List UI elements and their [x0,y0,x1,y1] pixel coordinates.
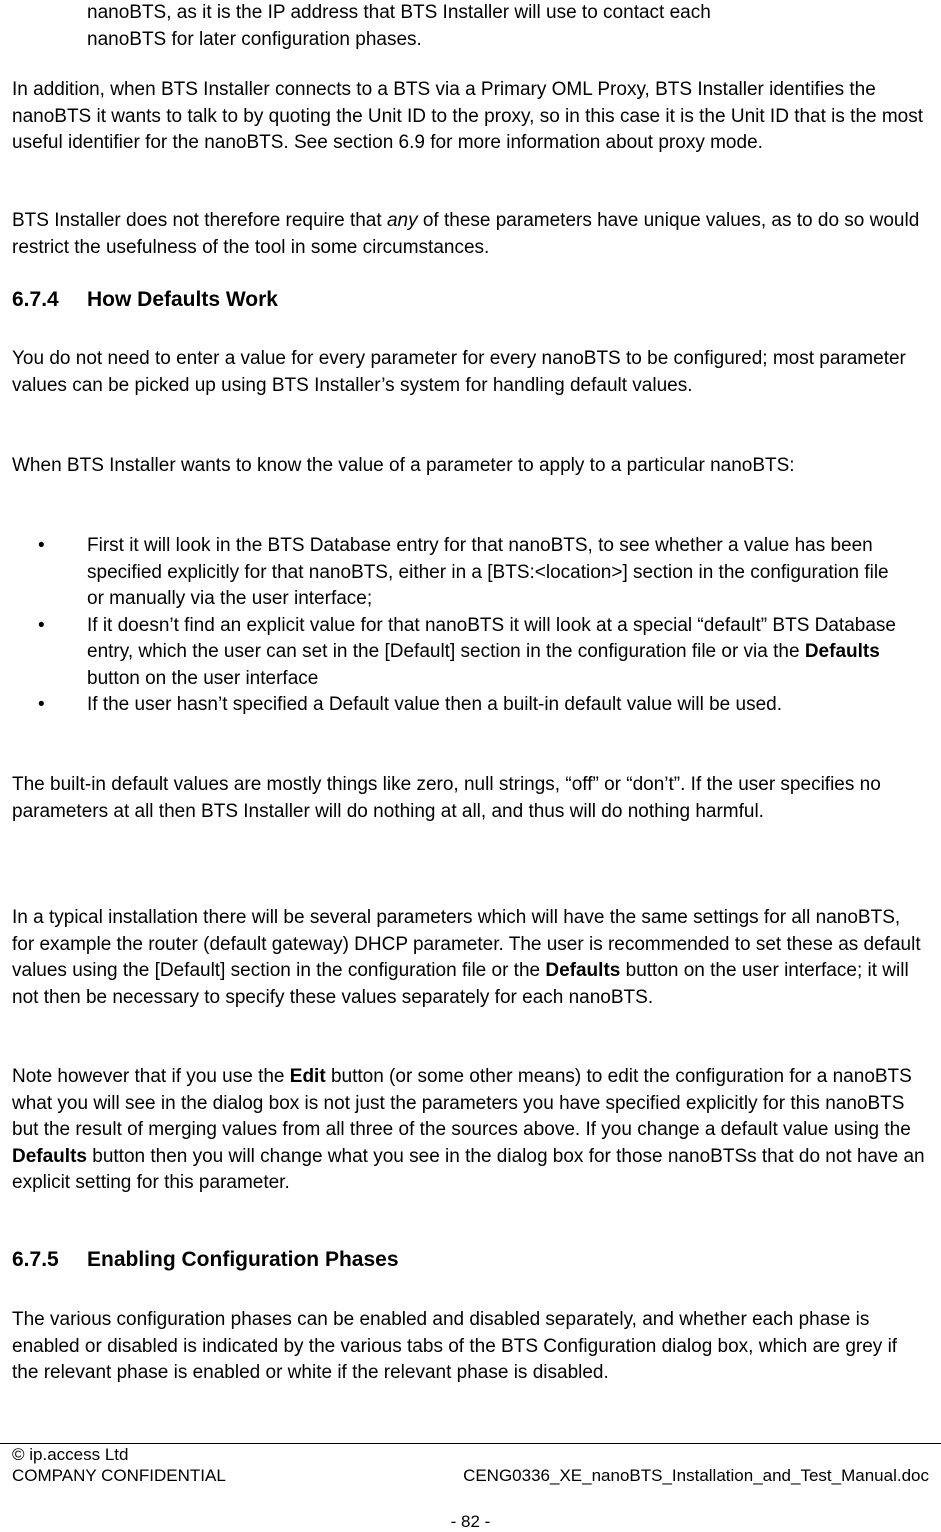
section-number: 6.7.5 [12,1248,59,1271]
footer-document-name: CENG0336_XE_nanoBTS_Installation_and_Test_Manual.doc [463,1466,929,1485]
section-title: How Defaults Work [87,288,278,311]
list-item: • If the user hasn’t specified a Default value then a built-in default value will be used. [12,692,902,719]
list-item: • First it will look in the BTS Database entry for that nanoBTS, to see whether a value has been specified explicitly for that nanoBTS, either in a [BTS:<location>] section in the configuration file or manually via the user interface; [38,535,889,609]
bullet-icon: • [38,535,45,556]
paragraph-edit-note: Note however that if you use the Edit button (or some other means) to edit the configuration for a nanoBTS what you will see in the dialog box is not just the parameters you have specified explicitly for this nanoBTS but the result of merging values from all three of the sources above. If you change a default value using the Defaults button then you will change what you see in the dialog box for those nanoBTSs that do not have an explicit setting for this parameter. [12,1066,925,1193]
paragraph-typical-installation: In a typical installation there will be several parameters which will have the same settings for all nanoBTS, for example the router (default gateway) DHCP parameter. The user is recommended to set these as default values using the [Default] section in the configuration file or the Defaults button on the user interface; it will not then be necessary to specify these values separately for each nanoBTS. [12,907,921,1008]
continued-line-1: nanoBTS, as it is the IP address that BTS Installer will use to contact each [87,2,711,23]
footer-confidential: COMPANY CONFIDENTIAL [12,1466,226,1485]
bullet-icon: • [38,614,45,636]
section-heading-how-defaults-work [12,288,278,312]
lookup-order-list [12,533,902,719]
bold-defaults: Defaults [12,1145,87,1167]
paragraph-parameter-lookup: When BTS Installer wants to know the value of a parameter to apply to a particular nanoBTS: [12,455,795,476]
footer-copyright: © ip.access Ltd [12,1445,129,1464]
continued-line-2: nanoBTS for later configuration phases. [87,28,422,50]
paragraph-configuration-phases: The various configuration phases can be enabled and disabled separately, and whether each phase is enabled or disabled is indicated by the various tabs of the BTS Configuration dialog box, which are grey if the relevant phase is enabled or white if the relevant phase is disabled. [12,1309,898,1383]
section-title: Enabling Configuration Phases [87,1248,399,1271]
paragraph-unique-parameters: BTS Installer does not therefore require that any of these parameters have unique values, as to do so would restrict the usefulness of the tool in some circumstances. [12,210,920,258]
section-heading-enabling-phases [12,1248,399,1272]
continued-paragraph [87,0,711,53]
emphasis-any: any [386,210,418,231]
bullet-icon: • [38,694,45,715]
paragraph-built-in-defaults: The built-in default values are mostly things like zero, null strings, “off” or “don’t”. If the user specifies no parameters at all then BTS Installer will do nothing at all, and thus will do nothing harmful. [12,774,881,822]
bold-edit: Edit [289,1066,326,1087]
list-item: • If it doesn’t find an explicit value for that nanoBTS it will look at a special “default” BTS Database entry, which the user can set in the [Default] section in the configuration file or via the Defaults button on the user interface [38,614,896,689]
paragraph-proxy-mode: In addition, when BTS Installer connects to a BTS via a Primary OML Proxy, BTS Installer identifies the nanoBTS it wants to talk to by quoting the Unit ID to the proxy, so in this case it is the Unit ID that is the most useful identifier for the nanoBTS. See section 6.9 for more information about proxy mode. [12,79,924,153]
page-number: - 82 - [450,1512,491,1531]
section-number: 6.7.4 [12,288,59,311]
bold-defaults: Defaults [804,641,880,662]
bold-defaults: Defaults [545,960,621,981]
footer-divider [0,1443,941,1444]
paragraph-defaults-intro: You do not need to enter a value for every parameter for every nanoBTS to be configured; most parameter values can be picked up using BTS Installer’s system for handling default values. [12,348,906,396]
